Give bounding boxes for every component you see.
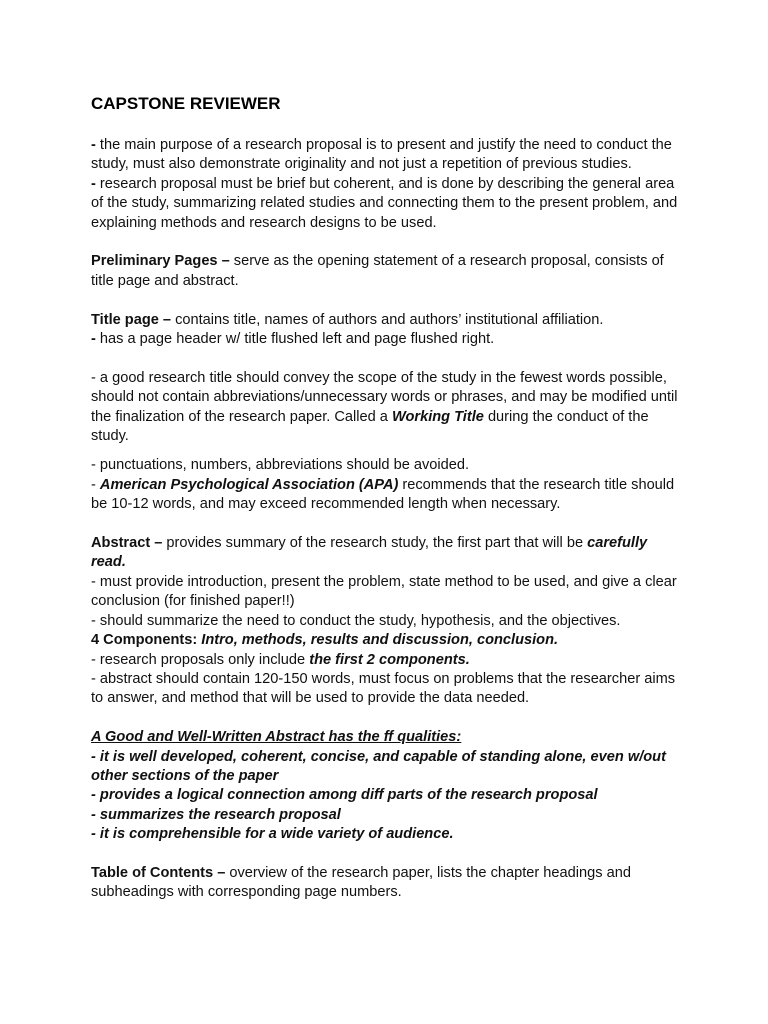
intro-dash-2: -: [91, 175, 96, 192]
title-page-text: contains title, names of authors and authors’ institutional affiliation.: [171, 311, 604, 328]
document-title: CAPSTONE REVIEWER: [91, 94, 281, 113]
good-title-text-pre: - a good research title should convey the scope of the study in the fewest words possible, should not contain abbreviations/unnecessary words or phrases, and may be modified until the finalization of the research paper. Called a: [91, 369, 678, 425]
proposals-emphasis: the first 2 components.: [309, 651, 470, 668]
quality-item-1: - it is well developed, coherent, concise, and capable of standing alone, even w/out other sections of the paper: [91, 748, 666, 784]
abstract-emphasis: carefully read.: [91, 535, 648, 571]
proposals-line: [91, 651, 681, 670]
title-page-header-text: has a page header w/ title flushed left and page flushed right.: [95, 331, 495, 348]
components-line: [91, 631, 681, 650]
toc-paragraph: [91, 864, 681, 903]
title-page-label: Title page –: [91, 311, 172, 328]
abstract-words-line: - abstract should contain 120-150 words, must focus on problems that the researcher aims to answer, and method that will be used to provide the data needed.: [91, 670, 676, 707]
components-label: 4 Components:: [91, 632, 198, 649]
title-page-paragraph: [91, 311, 681, 330]
abstract-text: provides summary of the research study, the first part that will be: [162, 535, 588, 552]
apa-emphasis: American Psychological Association (APA): [99, 476, 399, 493]
intro-paragraph-2: [91, 175, 681, 233]
good-title-paragraph: [91, 369, 681, 447]
quality-item-4: - it is comprehensible for a wide variety of audience.: [91, 826, 454, 843]
punctuation-line: - punctuations, numbers, abbreviations should be avoided.: [91, 457, 470, 474]
working-title-emphasis: Working Title: [391, 408, 484, 425]
abstract-label: Abstract –: [91, 535, 163, 552]
apa-text-pre: -: [91, 476, 100, 493]
intro-dash-1: -: [91, 137, 96, 153]
title-page-dash: -: [91, 331, 96, 348]
title-page-header-line: [91, 330, 681, 349]
document-body: [91, 93, 681, 903]
abstract-line-2: - must provide introduction, present the problem, state method to be used, and give a clear conclusion (for finished paper!!): [91, 573, 677, 610]
components-text: Intro, methods, results and discussion, conclusion.: [197, 632, 559, 649]
abstract-paragraph: [91, 534, 681, 573]
intro-paragraph-1: [91, 136, 681, 175]
apa-text-post: recommends that the research title should be 10-12 words, and may exceed recommended length when necessary.: [91, 476, 675, 513]
qualities-heading: A Good and Well-Written Abstract has the ff qualities:: [91, 729, 462, 746]
preliminary-text: serve as the opening statement of a research proposal, consists of title page and abstract.: [91, 253, 664, 289]
preliminary-paragraph: [91, 252, 681, 291]
toc-label: Table of Contents –: [91, 864, 226, 881]
proposals-text-pre: - research proposals only include: [91, 651, 310, 668]
quality-item-2: - provides a logical connection among diff parts of the research proposal: [91, 787, 598, 804]
abstract-line-3: - should summarize the need to conduct the study, hypothesis, and the objectives.: [91, 612, 621, 629]
apa-paragraph: [91, 476, 681, 515]
good-title-text-post: during the conduct of the study.: [91, 408, 649, 445]
toc-text: overview of the research paper, lists the chapter headings and subheadings with corresponding page numbers.: [91, 864, 631, 901]
quality-item-3: - summarizes the research proposal: [91, 806, 341, 823]
intro-text-2: research proposal must be brief but coherent, and is done by describing the general area of the study, summarizing related studies and connecting them to the present problem, and explaining methods and research designs to be used.: [91, 175, 678, 231]
intro-text-1: the main purpose of a research proposal is to present and justify the need to conduct the study, must also demonstrate originality and not just a repetition of previous studies.: [91, 137, 672, 173]
preliminary-label: Preliminary Pages –: [91, 253, 230, 270]
